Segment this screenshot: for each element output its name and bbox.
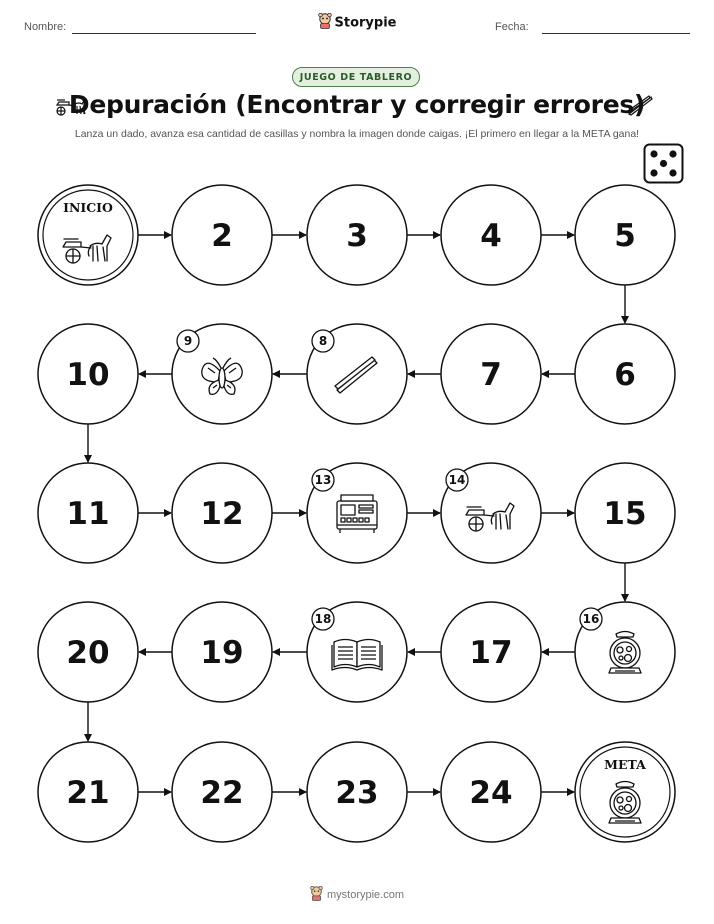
space-number: 3 [346, 218, 368, 254]
space-number: 12 [200, 496, 244, 532]
board-space-7 [441, 324, 541, 424]
space-number: 16 [582, 612, 600, 626]
footer [0, 886, 714, 904]
board-space-8 [307, 324, 407, 424]
space-number: 11 [66, 496, 110, 532]
space-number: 9 [183, 334, 193, 348]
space-number: 23 [335, 775, 379, 811]
board-space-3 [307, 185, 407, 285]
board-space-11 [38, 463, 138, 563]
space-number: 19 [200, 635, 244, 671]
space-number: 6 [614, 357, 636, 393]
board-space-22 [172, 742, 272, 842]
board-space-15 [575, 463, 675, 563]
board-space-21 [38, 742, 138, 842]
board-space-12 [172, 463, 272, 563]
board-space-6 [575, 324, 675, 424]
space-number: 13 [314, 473, 332, 487]
space-number: 24 [469, 775, 513, 811]
board-space-9 [172, 324, 272, 424]
space-number: 17 [469, 635, 513, 671]
space-number: 22 [200, 775, 244, 811]
space-number: 10 [66, 357, 110, 393]
board-space-1 [38, 185, 138, 285]
footer-url: mystorypie.com [326, 888, 405, 901]
space-number: 7 [480, 357, 502, 393]
board-space-19 [172, 602, 272, 702]
board-space-23 [307, 742, 407, 842]
board-space-20 [38, 602, 138, 702]
instructions: Lanza un dado, avanza esa cantidad de casillas y nombra la imagen donde caigas. ¡El primero en llegar a la META gana! [74, 128, 640, 140]
board-space-16 [575, 602, 675, 702]
page-title: Depuración (Encontrar y corregir errores) [68, 90, 646, 119]
space-number: 8 [318, 334, 328, 348]
board-spaces [38, 185, 675, 842]
date-label: Fecha: [495, 21, 529, 33]
board-space-13 [307, 463, 407, 563]
board-space-2 [172, 185, 272, 285]
board-space-24 [441, 742, 541, 842]
goal-label: META [604, 757, 646, 772]
start-label: INICIO [63, 200, 113, 215]
book-icon [332, 640, 382, 671]
space-number: 15 [603, 496, 647, 532]
brand-name: Storypie [334, 15, 397, 31]
space-number: 18 [314, 612, 332, 626]
board-space-4 [441, 185, 541, 285]
board-space-17 [441, 602, 541, 702]
space-number: 5 [614, 218, 636, 254]
board-space-10 [38, 324, 138, 424]
board-space-25 [575, 742, 675, 842]
space-number: 2 [211, 218, 233, 254]
board-space-14 [441, 463, 541, 563]
storypie-logo-icon [310, 886, 323, 904]
space-number: 4 [480, 218, 502, 254]
space-number: 14 [448, 473, 466, 487]
computer-icon [337, 495, 377, 533]
board-space-5 [575, 185, 675, 285]
name-label: Nombre: [24, 21, 67, 33]
space-number: 21 [66, 775, 110, 811]
game-type-badge: JUEGO DE TABLERO [292, 67, 420, 87]
board-space-18 [307, 602, 407, 702]
space-number: 20 [66, 635, 110, 671]
